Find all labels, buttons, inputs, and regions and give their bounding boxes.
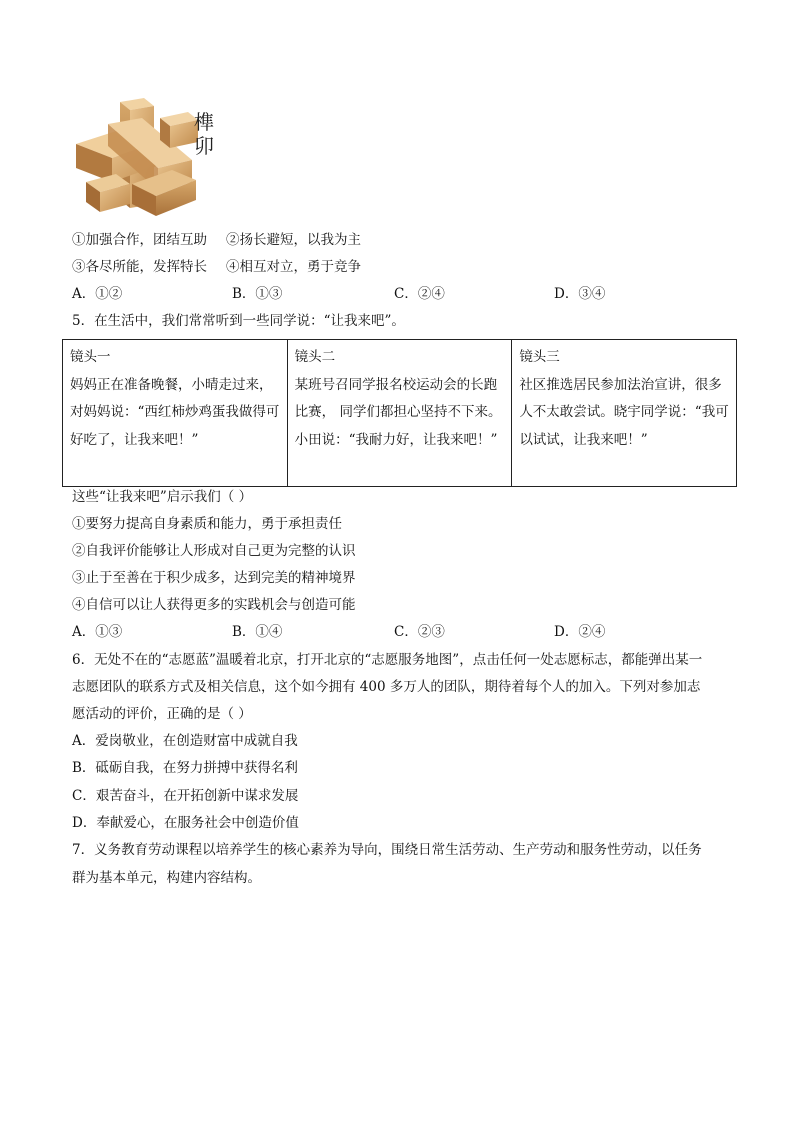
- scene-cell-3: [512, 340, 737, 487]
- q6-stem-line-2: 志愿团队的联系方式及相关信息，这个如今拥有 400 多万人的团队，期待着每个人的加入。下列对参加志: [72, 679, 701, 695]
- scene-cell-1: [63, 340, 288, 487]
- q6-choice-b[interactable]: B．砥砺自我，在努力拼搏中获得名利: [72, 760, 298, 776]
- q4-statement-3: ③各尽所能，发挥特长: [72, 259, 207, 275]
- q6-choice-c[interactable]: C．艰苦奋斗，在开拓创新中谋求发展: [72, 788, 299, 804]
- q4-option-d[interactable]: D．③④: [554, 286, 606, 302]
- scene-3-text: 社区推选居民参加法治宣讲，很多人不太敢尝试。晓宇同学说：“我可以试试，让我来吧！”: [519, 376, 729, 448]
- q4-statement-4: ④相互对立，勇于竞争: [226, 259, 361, 275]
- q5-option-a[interactable]: A．①③: [72, 624, 123, 640]
- q5-option-d[interactable]: D．②④: [554, 624, 606, 640]
- scene-1-text: 妈妈正在准备晚餐，小晴走过来，对妈妈说：“西红柿炒鸡蛋我做得可好吃了，让我来吧！”: [70, 376, 280, 448]
- q5-question: 这些“让我来吧”启示我们（ ）: [72, 489, 253, 505]
- q6-stem-line-1: 6．无处不在的“志愿蓝”温暖着北京，打开北京的“志愿服务地图”，点击任何一处志愿标志，都能弹出某一: [72, 652, 703, 668]
- q4-statement-1: ①加强合作，团结互助: [72, 232, 207, 248]
- scene-1-title: 镜头一: [70, 349, 111, 365]
- scene-cell-2: [287, 340, 512, 487]
- q5-option-b[interactable]: B．①④: [232, 624, 283, 640]
- q7-stem-line-2: 群为基本单元，构建内容结构。: [72, 870, 261, 886]
- q5-statement-2: ②自我评价能够让人形成对自己更为完整的认识: [72, 543, 356, 559]
- scene-3-title: 镜头三: [519, 349, 560, 365]
- q5-statement-3: ③止于至善在于积少成多，达到完美的精神境界: [72, 570, 356, 586]
- wooden-burr-puzzle-image: [72, 96, 202, 220]
- q4-statement-2: ②扬长避短，以我为主: [226, 232, 361, 248]
- q4-option-c[interactable]: C．②④: [394, 286, 445, 302]
- scenes-table: [62, 339, 737, 487]
- q6-stem-line-3: 愿活动的评价，正确的是（ ）: [72, 706, 252, 722]
- figure-caption: 榫卯: [194, 110, 214, 158]
- q5-statement-4: ④自信可以让人获得更多的实践机会与创造可能: [72, 597, 356, 613]
- q4-option-a[interactable]: A．①②: [72, 286, 123, 302]
- scene-2-text: 某班号召同学报名校运动会的长跑比赛， 同学们都担心坚持不下来。小田说：“我耐力好，让我来吧！”: [294, 376, 502, 448]
- q5-stem: 5．在生活中，我们常常听到一些同学说：“让我来吧”。: [72, 313, 405, 329]
- q6-choice-d[interactable]: D．奉献爱心，在服务社会中创造价值: [72, 815, 299, 831]
- scene-2-title: 镜头二: [294, 349, 336, 365]
- q6-choice-a[interactable]: A．爱岗敬业，在创造财富中成就自我: [72, 733, 298, 749]
- q7-stem-line-1: 7．义务教育劳动课程以培养学生的核心素养为导向，围绕日常生活劳动、生产劳动和服务性劳动，以任务: [72, 842, 702, 858]
- q4-option-b[interactable]: B．①③: [232, 286, 283, 302]
- q5-option-c[interactable]: C．②③: [394, 624, 445, 640]
- q5-statement-1: ①要努力提高自身素质和能力，勇于承担责任: [72, 516, 342, 532]
